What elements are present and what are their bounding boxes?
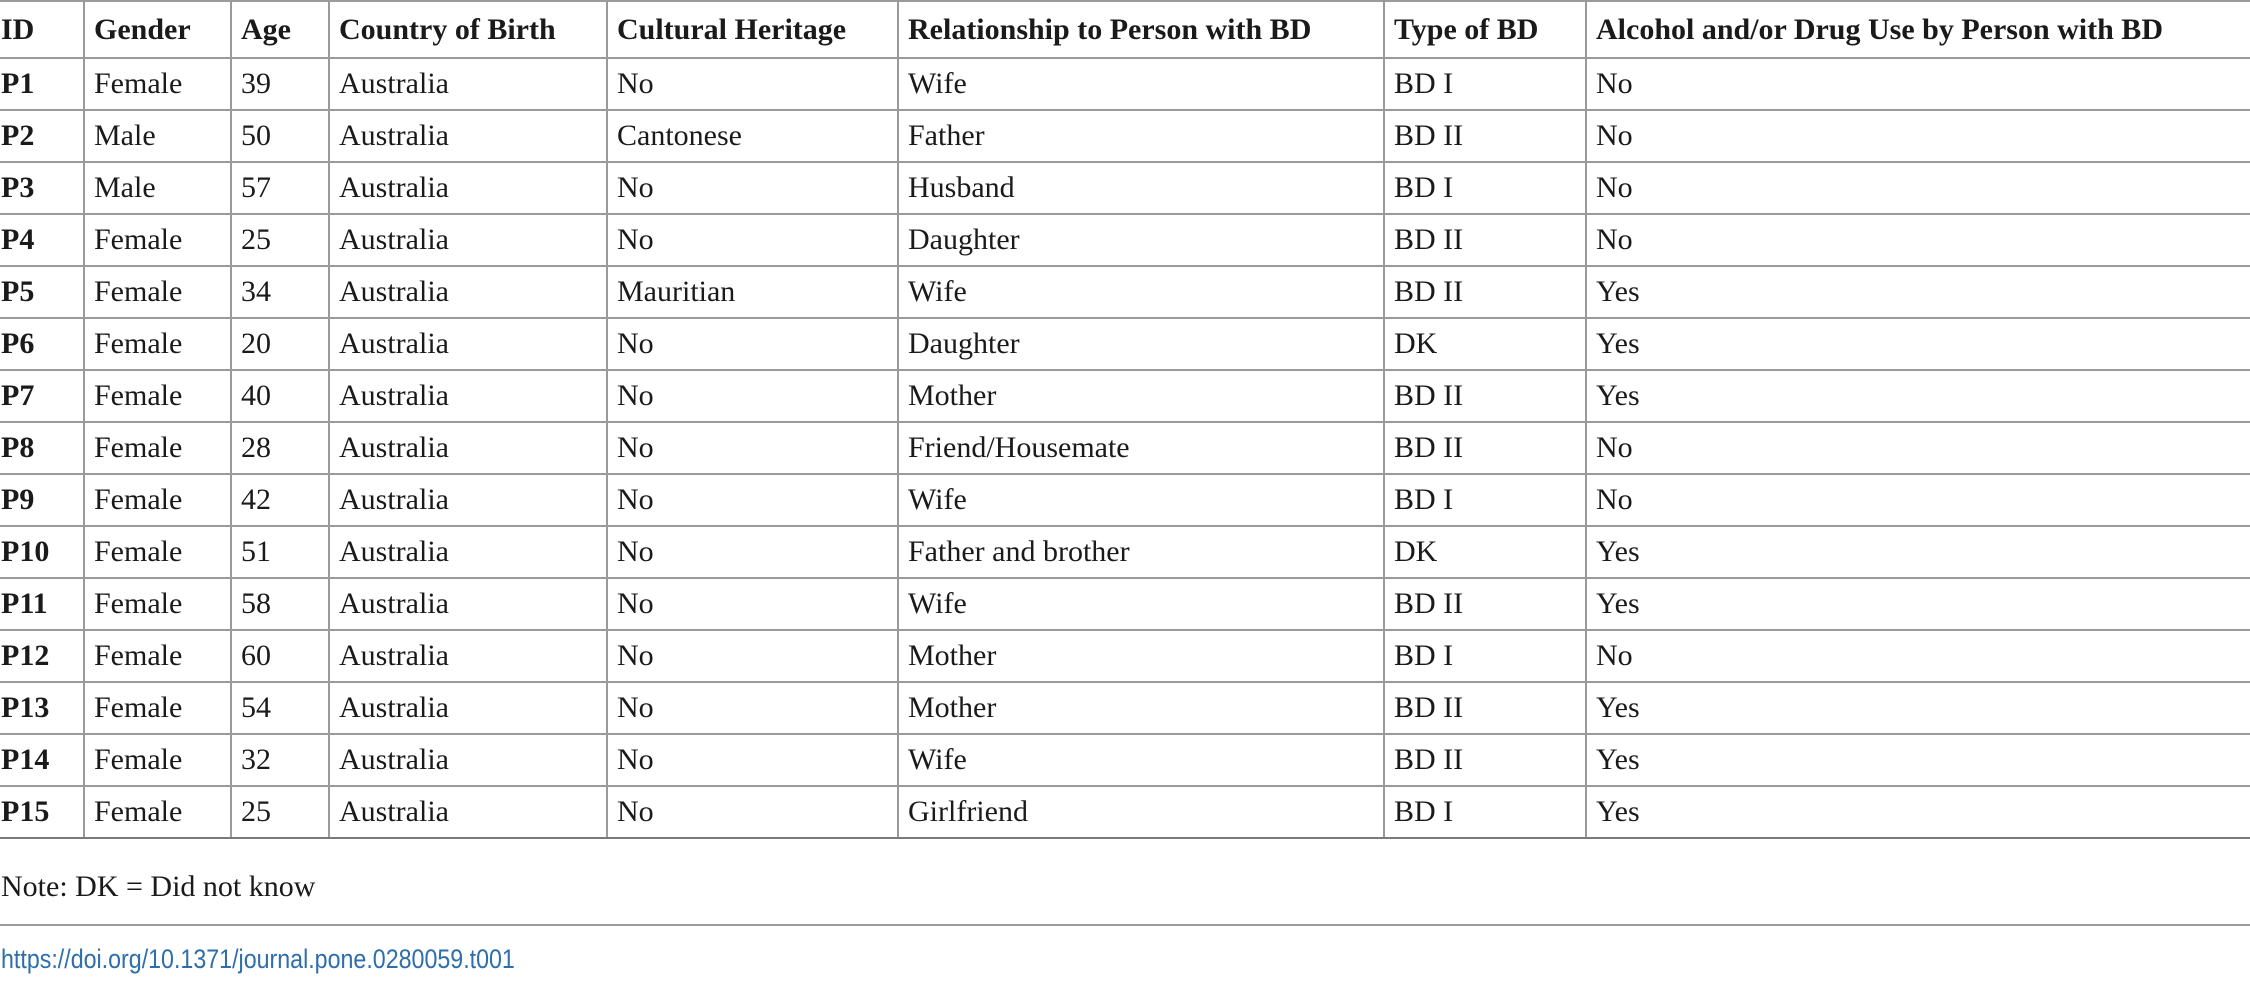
cell-type-of-bd: BD II bbox=[1384, 578, 1586, 630]
cell-gender: Female bbox=[84, 734, 231, 786]
cell-cultural-heritage: No bbox=[607, 734, 898, 786]
cell-country-of-birth: Australia bbox=[329, 110, 607, 162]
table-body bbox=[0, 58, 2250, 838]
table-row bbox=[0, 630, 2250, 682]
cell-type-of-bd: BD II bbox=[1384, 370, 1586, 422]
cell-id: P4 bbox=[0, 214, 84, 266]
cell-alcohol-drug-use: No bbox=[1586, 110, 2250, 162]
cell-age: 58 bbox=[231, 578, 329, 630]
cell-type-of-bd: DK bbox=[1384, 318, 1586, 370]
cell-id: P15 bbox=[0, 786, 84, 838]
cell-age: 54 bbox=[231, 682, 329, 734]
table-row bbox=[0, 578, 2250, 630]
cell-id: P6 bbox=[0, 318, 84, 370]
cell-relationship: Wife bbox=[898, 474, 1384, 526]
cell-alcohol-drug-use: Yes bbox=[1586, 786, 2250, 838]
cell-country-of-birth: Australia bbox=[329, 630, 607, 682]
cell-gender: Female bbox=[84, 630, 231, 682]
cell-id: P1 bbox=[0, 58, 84, 110]
cell-type-of-bd: BD I bbox=[1384, 162, 1586, 214]
cell-country-of-birth: Australia bbox=[329, 734, 607, 786]
table-row bbox=[0, 370, 2250, 422]
cell-country-of-birth: Australia bbox=[329, 162, 607, 214]
cell-gender: Female bbox=[84, 214, 231, 266]
cell-relationship: Father bbox=[898, 110, 1384, 162]
cell-alcohol-drug-use: No bbox=[1586, 58, 2250, 110]
footnote-divider bbox=[0, 924, 2250, 926]
cell-id: P10 bbox=[0, 526, 84, 578]
cell-gender: Female bbox=[84, 58, 231, 110]
cell-gender: Female bbox=[84, 266, 231, 318]
cell-cultural-heritage: No bbox=[607, 682, 898, 734]
cell-country-of-birth: Australia bbox=[329, 318, 607, 370]
cell-type-of-bd: BD I bbox=[1384, 630, 1586, 682]
cell-age: 32 bbox=[231, 734, 329, 786]
cell-relationship: Friend/Housemate bbox=[898, 422, 1384, 474]
cell-relationship: Mother bbox=[898, 630, 1384, 682]
cell-age: 25 bbox=[231, 786, 329, 838]
cell-type-of-bd: BD I bbox=[1384, 786, 1586, 838]
table-footnote: Note: DK = Did not know bbox=[1, 870, 316, 903]
cell-country-of-birth: Australia bbox=[329, 474, 607, 526]
cell-type-of-bd: BD II bbox=[1384, 682, 1586, 734]
cell-relationship: Husband bbox=[898, 162, 1384, 214]
cell-country-of-birth: Australia bbox=[329, 266, 607, 318]
cell-cultural-heritage: No bbox=[607, 318, 898, 370]
header-id: ID bbox=[0, 1, 84, 58]
cell-relationship: Wife bbox=[898, 734, 1384, 786]
cell-relationship: Mother bbox=[898, 682, 1384, 734]
cell-type-of-bd: BD II bbox=[1384, 110, 1586, 162]
cell-age: 57 bbox=[231, 162, 329, 214]
header-country-of-birth: Country of Birth bbox=[329, 1, 607, 58]
cell-id: P14 bbox=[0, 734, 84, 786]
cell-id: P8 bbox=[0, 422, 84, 474]
header-relationship: Relationship to Person with BD bbox=[898, 1, 1384, 58]
cell-id: P5 bbox=[0, 266, 84, 318]
cell-relationship: Daughter bbox=[898, 214, 1384, 266]
cell-cultural-heritage: No bbox=[607, 474, 898, 526]
cell-type-of-bd: BD I bbox=[1384, 58, 1586, 110]
cell-gender: Male bbox=[84, 110, 231, 162]
cell-gender: Female bbox=[84, 578, 231, 630]
cell-age: 42 bbox=[231, 474, 329, 526]
cell-id: P3 bbox=[0, 162, 84, 214]
cell-alcohol-drug-use: Yes bbox=[1586, 266, 2250, 318]
cell-alcohol-drug-use: Yes bbox=[1586, 318, 2250, 370]
table-row bbox=[0, 786, 2250, 838]
table-row bbox=[0, 682, 2250, 734]
cell-gender: Female bbox=[84, 422, 231, 474]
cell-relationship: Wife bbox=[898, 58, 1384, 110]
cell-age: 50 bbox=[231, 110, 329, 162]
cell-type-of-bd: BD II bbox=[1384, 734, 1586, 786]
cell-country-of-birth: Australia bbox=[329, 682, 607, 734]
cell-age: 51 bbox=[231, 526, 329, 578]
cell-cultural-heritage: No bbox=[607, 526, 898, 578]
cell-alcohol-drug-use: No bbox=[1586, 630, 2250, 682]
table-row bbox=[0, 422, 2250, 474]
table-row bbox=[0, 58, 2250, 110]
table-row bbox=[0, 162, 2250, 214]
cell-id: P12 bbox=[0, 630, 84, 682]
cell-country-of-birth: Australia bbox=[329, 214, 607, 266]
cell-gender: Female bbox=[84, 370, 231, 422]
cell-age: 25 bbox=[231, 214, 329, 266]
cell-id: P2 bbox=[0, 110, 84, 162]
table-row bbox=[0, 474, 2250, 526]
cell-relationship: Girlfriend bbox=[898, 786, 1384, 838]
cell-id: P7 bbox=[0, 370, 84, 422]
table-row bbox=[0, 734, 2250, 786]
cell-alcohol-drug-use: No bbox=[1586, 422, 2250, 474]
cell-relationship: Mother bbox=[898, 370, 1384, 422]
table-header-row bbox=[0, 1, 2250, 58]
cell-relationship: Wife bbox=[898, 578, 1384, 630]
cell-alcohol-drug-use: No bbox=[1586, 474, 2250, 526]
cell-alcohol-drug-use: Yes bbox=[1586, 682, 2250, 734]
cell-age: 28 bbox=[231, 422, 329, 474]
cell-country-of-birth: Australia bbox=[329, 58, 607, 110]
cell-country-of-birth: Australia bbox=[329, 526, 607, 578]
cell-cultural-heritage: No bbox=[607, 786, 898, 838]
cell-cultural-heritage: No bbox=[607, 162, 898, 214]
cell-age: 60 bbox=[231, 630, 329, 682]
cell-age: 39 bbox=[231, 58, 329, 110]
cell-relationship: Father and brother bbox=[898, 526, 1384, 578]
cell-gender: Female bbox=[84, 526, 231, 578]
cell-cultural-heritage: No bbox=[607, 58, 898, 110]
cell-relationship: Wife bbox=[898, 266, 1384, 318]
header-type-of-bd: Type of BD bbox=[1384, 1, 1586, 58]
cell-id: P11 bbox=[0, 578, 84, 630]
cell-gender: Female bbox=[84, 318, 231, 370]
cell-country-of-birth: Australia bbox=[329, 578, 607, 630]
table-row bbox=[0, 266, 2250, 318]
cell-type-of-bd: BD II bbox=[1384, 422, 1586, 474]
header-age: Age bbox=[231, 1, 329, 58]
cell-gender: Male bbox=[84, 162, 231, 214]
cell-cultural-heritage: No bbox=[607, 370, 898, 422]
cell-alcohol-drug-use: Yes bbox=[1586, 526, 2250, 578]
cell-cultural-heritage: Mauritian bbox=[607, 266, 898, 318]
cell-country-of-birth: Australia bbox=[329, 786, 607, 838]
cell-type-of-bd: BD II bbox=[1384, 266, 1586, 318]
cell-cultural-heritage: No bbox=[607, 422, 898, 474]
cell-cultural-heritage: No bbox=[607, 578, 898, 630]
cell-id: P13 bbox=[0, 682, 84, 734]
cell-alcohol-drug-use: No bbox=[1586, 214, 2250, 266]
table-row bbox=[0, 214, 2250, 266]
table-row bbox=[0, 318, 2250, 370]
cell-gender: Female bbox=[84, 474, 231, 526]
table-row bbox=[0, 526, 2250, 578]
cell-age: 20 bbox=[231, 318, 329, 370]
doi-link[interactable]: https://doi.org/10.1371/journal.pone.0280059.t001 bbox=[1, 944, 515, 974]
header-cultural-heritage: Cultural Heritage bbox=[607, 1, 898, 58]
header-gender: Gender bbox=[84, 1, 231, 58]
cell-relationship: Daughter bbox=[898, 318, 1384, 370]
cell-id: P9 bbox=[0, 474, 84, 526]
cell-alcohol-drug-use: Yes bbox=[1586, 578, 2250, 630]
cell-country-of-birth: Australia bbox=[329, 370, 607, 422]
cell-country-of-birth: Australia bbox=[329, 422, 607, 474]
cell-age: 34 bbox=[231, 266, 329, 318]
header-alcohol-drug-use: Alcohol and/or Drug Use by Person with BD bbox=[1586, 1, 2250, 58]
cell-type-of-bd: BD I bbox=[1384, 474, 1586, 526]
cell-cultural-heritage: No bbox=[607, 630, 898, 682]
table-row bbox=[0, 110, 2250, 162]
cell-alcohol-drug-use: No bbox=[1586, 162, 2250, 214]
cell-gender: Female bbox=[84, 682, 231, 734]
cell-gender: Female bbox=[84, 786, 231, 838]
cell-alcohol-drug-use: Yes bbox=[1586, 734, 2250, 786]
cell-cultural-heritage: No bbox=[607, 214, 898, 266]
cell-cultural-heritage: Cantonese bbox=[607, 110, 898, 162]
cell-alcohol-drug-use: Yes bbox=[1586, 370, 2250, 422]
cell-age: 40 bbox=[231, 370, 329, 422]
cell-type-of-bd: BD II bbox=[1384, 214, 1586, 266]
cell-type-of-bd: DK bbox=[1384, 526, 1586, 578]
